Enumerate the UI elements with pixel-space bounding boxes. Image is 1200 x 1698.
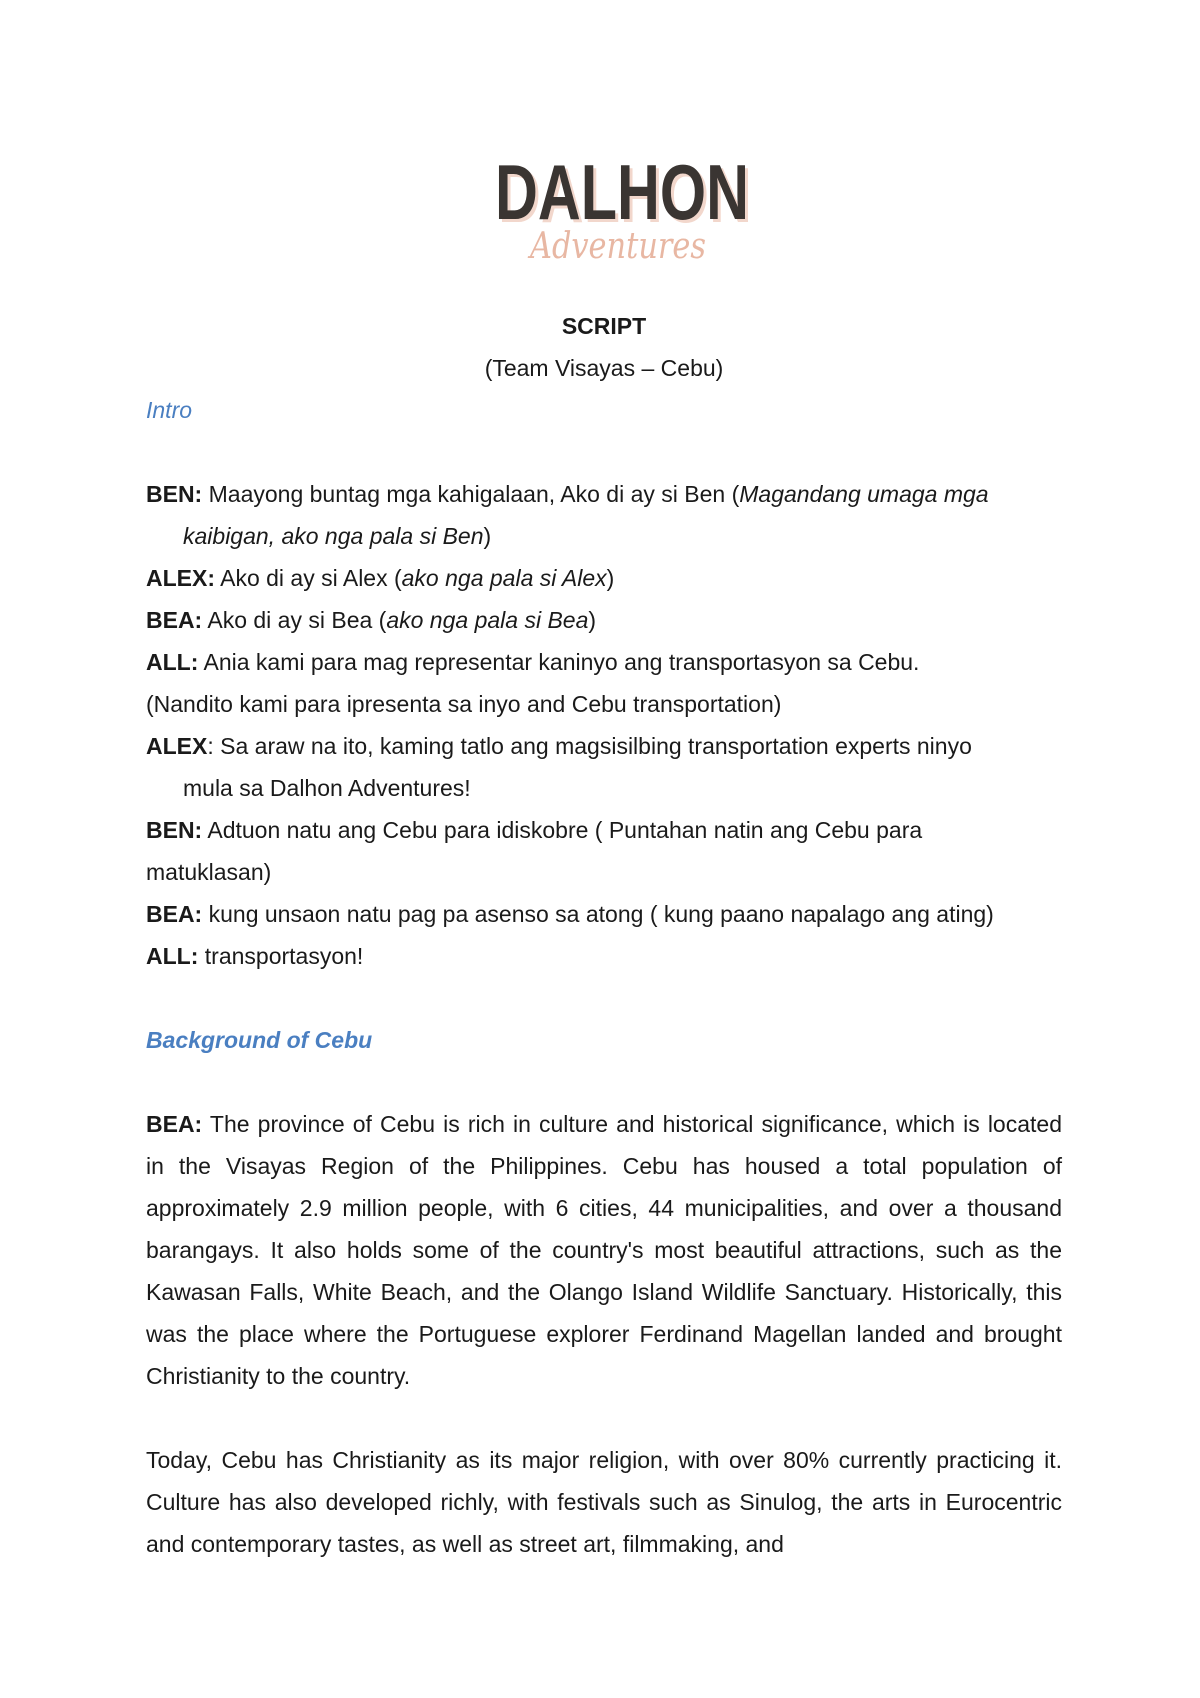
dialogue-line: (Nandito kami para ipresenta sa inyo and Cebu transportation) (146, 691, 782, 717)
background-paragraph-2: Today, Cebu has Christianity as its major religion, with over 80% currently practicing it. Culture has also developed richly, with festivals such as Sinulog, the arts in Eurocentric and contemporary tastes, as well as street art, filmmaking, and (146, 1447, 1062, 1557)
script-subtitle: (Team Visayas – Cebu) (484, 355, 724, 381)
speaker-label: ALEX (146, 733, 208, 759)
speaker-label: BEA: (146, 1111, 203, 1137)
speaker-label: ALL: (146, 943, 199, 969)
dalhon-adventures-logo (492, 146, 758, 274)
svg-text:DALHON: DALHON (495, 148, 749, 236)
speaker-label: BEN: (146, 481, 203, 507)
svg-text:Adventures: Adventures (527, 226, 706, 267)
background-paragraph-1: BEA: The province of Cebu is rich in culture and historical significance, which is located in the Visayas Region of the Philippines. Cebu has housed a total population of approximately 2.9 million people, with 6 cities, 44 municipalities, and over a thousand barangays. It also holds some of the country's most beautiful attractions, such as the Kawasan Falls, White Beach, and the Olango Island Wildlife Sanctuary. Historically, this was the place where the Portuguese explorer Ferdinand Magellan landed and brought Christianity to the country. (146, 1111, 1062, 1389)
script-content (146, 305, 1062, 1565)
speaker-label: BEA: (146, 607, 203, 633)
dialogue-line: BEN: Maayong buntag mga kahigalaan, Ako di ay si Ben (Magandang umaga mga (146, 481, 989, 507)
dialogue-line: BEA: kung unsaon natu pag pa asenso sa atong ( kung paano napalago ang ating) (146, 901, 994, 927)
dialogue-line: matuklasan) (146, 859, 272, 885)
section-heading-intro: Intro (146, 397, 193, 423)
script-title: SCRIPT (561, 313, 647, 339)
section-heading-background: Background of Cebu (146, 1027, 373, 1053)
dialogue-line: BEN: Adtuon natu ang Cebu para idiskobre ( Puntahan natin ang Cebu para (146, 817, 923, 843)
dialogue-line: kaibigan, ako nga pala si Ben) (183, 523, 492, 549)
dialogue-line: ALL: Ania kami para mag representar kaninyo ang transportasyon sa Cebu. (146, 649, 920, 675)
speaker-label: ALL: (146, 649, 199, 675)
logo-graphic (492, 146, 758, 274)
speaker-label: BEN: (146, 817, 203, 843)
dialogue-line: ALL: transportasyon! (146, 943, 364, 969)
dialogue-line: ALEX: Ako di ay si Alex (ako nga pala si Alex) (146, 565, 615, 591)
dialogue-line: mula sa Dalhon Adventures! (183, 775, 471, 801)
svg-text:DALHON: DALHON (498, 151, 752, 239)
speaker-label: ALEX: (146, 565, 215, 591)
speaker-label: BEA: (146, 901, 203, 927)
dialogue-line: ALEX: Sa araw na ito, kaming tatlo ang magsisilbing transportation experts ninyo (146, 733, 972, 759)
dialogue-line: BEA: Ako di ay si Bea (ako nga pala si Bea) (146, 607, 597, 633)
